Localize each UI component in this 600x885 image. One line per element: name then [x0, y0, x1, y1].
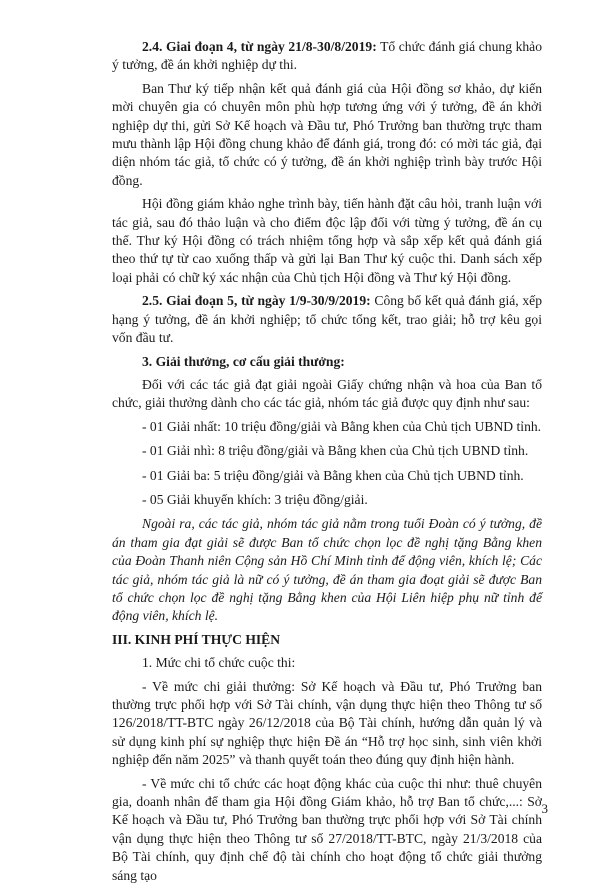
stage-5-text: Công bố kết quả đánh giá, xếp hạng ý tưởng, đề án khởi nghiệp; tổ chức tổng kết, trao giải; hỗ trợ kêu gọi vốn đầu tư. [112, 293, 542, 346]
paragraph-stage-4 [112, 38, 542, 75]
list-item: - 01 Giải nhì: 8 triệu đồng/giải và Bằng khen của Chủ tịch UBND tỉnh. [142, 443, 529, 459]
stage-5-heading: 2.5. Giai đoạn 5, từ ngày 1/9-30/9/2019: [142, 293, 371, 309]
paragraph-cost-heading: 1. Mức chi tổ chức cuộc thi: [142, 655, 296, 671]
paragraph-prize-cost: - Về mức chi giải thưởng: Sở Kế hoạch và Đầu tư, Phó Trưởng ban thường trực phối hợp với Sở Tài chính, vận dụng thực hiện theo Thông tư số 126/2018/TT-BTC ngày 26/12/2018 của Bộ Tài chính, hướng dẫn quản lý và sử dụng kinh phí sự nghiệp thực hiện Đề án “Hỗ trợ học sinh, sinh viên khởi nghiệp đến năm 2025” và thanh quyết toán theo đúng quy định hiện hành. [112, 678, 542, 768]
heading-section-iii: III. KINH PHÍ THỰC HIỆN [112, 631, 281, 647]
stage-4-text: Tổ chức đánh giá chung khảo ý tưởng, đề án khởi nghiệp dự thi. [112, 39, 543, 73]
list-item: - 01 Giải ba: 5 triệu đồng/giải và Bằng khen của Chủ tịch UBND tỉnh. [142, 467, 524, 483]
page-number: 3 [541, 800, 548, 816]
paragraph-additional-awards: Ngoài ra, các tác giả, nhóm tác giả nằm trong tuổi Đoàn có ý tưởng, đề án tham gia đạt giải sẽ được Ban tổ chức chọn lọc đề nghị tặng Bằng khen của Đoàn Thanh niên Cộng sản Hồ Chí Minh tỉnh để động viên, khích lệ; Các tác giả, nhóm tác giả là nữ có ý tưởng, đề án tham gia đoạt giải sẽ được Ban tổ chức chọn lọc đề nghị tặng Bằng khen của Hội Liên hiệp phụ nữ tỉnh để động viên, khích lệ. [112, 516, 542, 624]
paragraph-prize-intro: Đối với các tác giả đạt giải ngoài Giấy chứng nhận và hoa của Ban tổ chức, giải thưởng dành cho các tác giả, nhóm tác giả được quy định như sau: [112, 376, 542, 411]
prize-list [112, 418, 542, 510]
paragraph-stage-5 [112, 292, 542, 347]
paragraph-jury: Hội đồng giám khảo nghe trình bày, tiến hành đặt câu hỏi, tranh luận với tác giả, sau đó thảo luận và cho điểm độc lập đối với từng ý tưởng, đề án cụ thể. Thư ký Hội đồng có trách nhiệm tổng hợp và sắp xếp kết quả đánh giá theo thứ tự từ cao xuống thấp và gửi lại Ban Thư ký cuộc thi. Danh sách xếp loại phải có chữ ký xác nhận của Chủ tịch Hội đồng và Thư ký Hội đồng. [112, 196, 542, 285]
paragraph-other-cost: - Về mức chi tổ chức các hoạt động khác của cuộc thi như: thuê chuyên gia, doanh nhân để tham gia Hội đồng Giám khảo, hỗ trợ Ban tổ chức,...: Sở Kế hoạch và Đầu tư, Phó Trưởng ban thường trực phối hợp với Sở Tài chính vận dụng thực hiện theo Thông tư số 27/2018/TT-BTC, ngày 21/3/2018 của Bộ Tài chính, quy định chế độ tài chính cho hoạt động tổ chức giải thưởng sáng tạo [112, 775, 542, 883]
heading-prizes: 3. Giải thưởng, cơ cấu giải thưởng: [142, 353, 345, 369]
paragraph-secretariat: Ban Thư ký tiếp nhận kết quả đánh giá của Hội đồng sơ khảo, dự kiến mời chuyên gia có chuyên môn phù hợp tương ứng với ý tưởng, đề án khởi nghiệp dự thi, gửi Sở Kế hoạch và Đầu tư, Phó Trưởng ban thường trực tham mưu thành lập Hội đồng chung khảo để đánh giá, trong đó: có mời tác giả, đại diện nhóm tác giả, tổ chức có ý tưởng, đề án khởi nghiệp trình bày trước Hội đồng. [112, 80, 542, 188]
stage-4-heading: 2.4. Giai đoạn 4, từ ngày 21/8-30/8/2019: [142, 39, 377, 54]
list-item: - 01 Giải nhất: 10 triệu đồng/giải và Bằng khen của Chủ tịch UBND tỉnh. [142, 418, 542, 434]
list-item: - 05 Giải khuyến khích: 3 triệu đồng/giải. [142, 491, 368, 507]
